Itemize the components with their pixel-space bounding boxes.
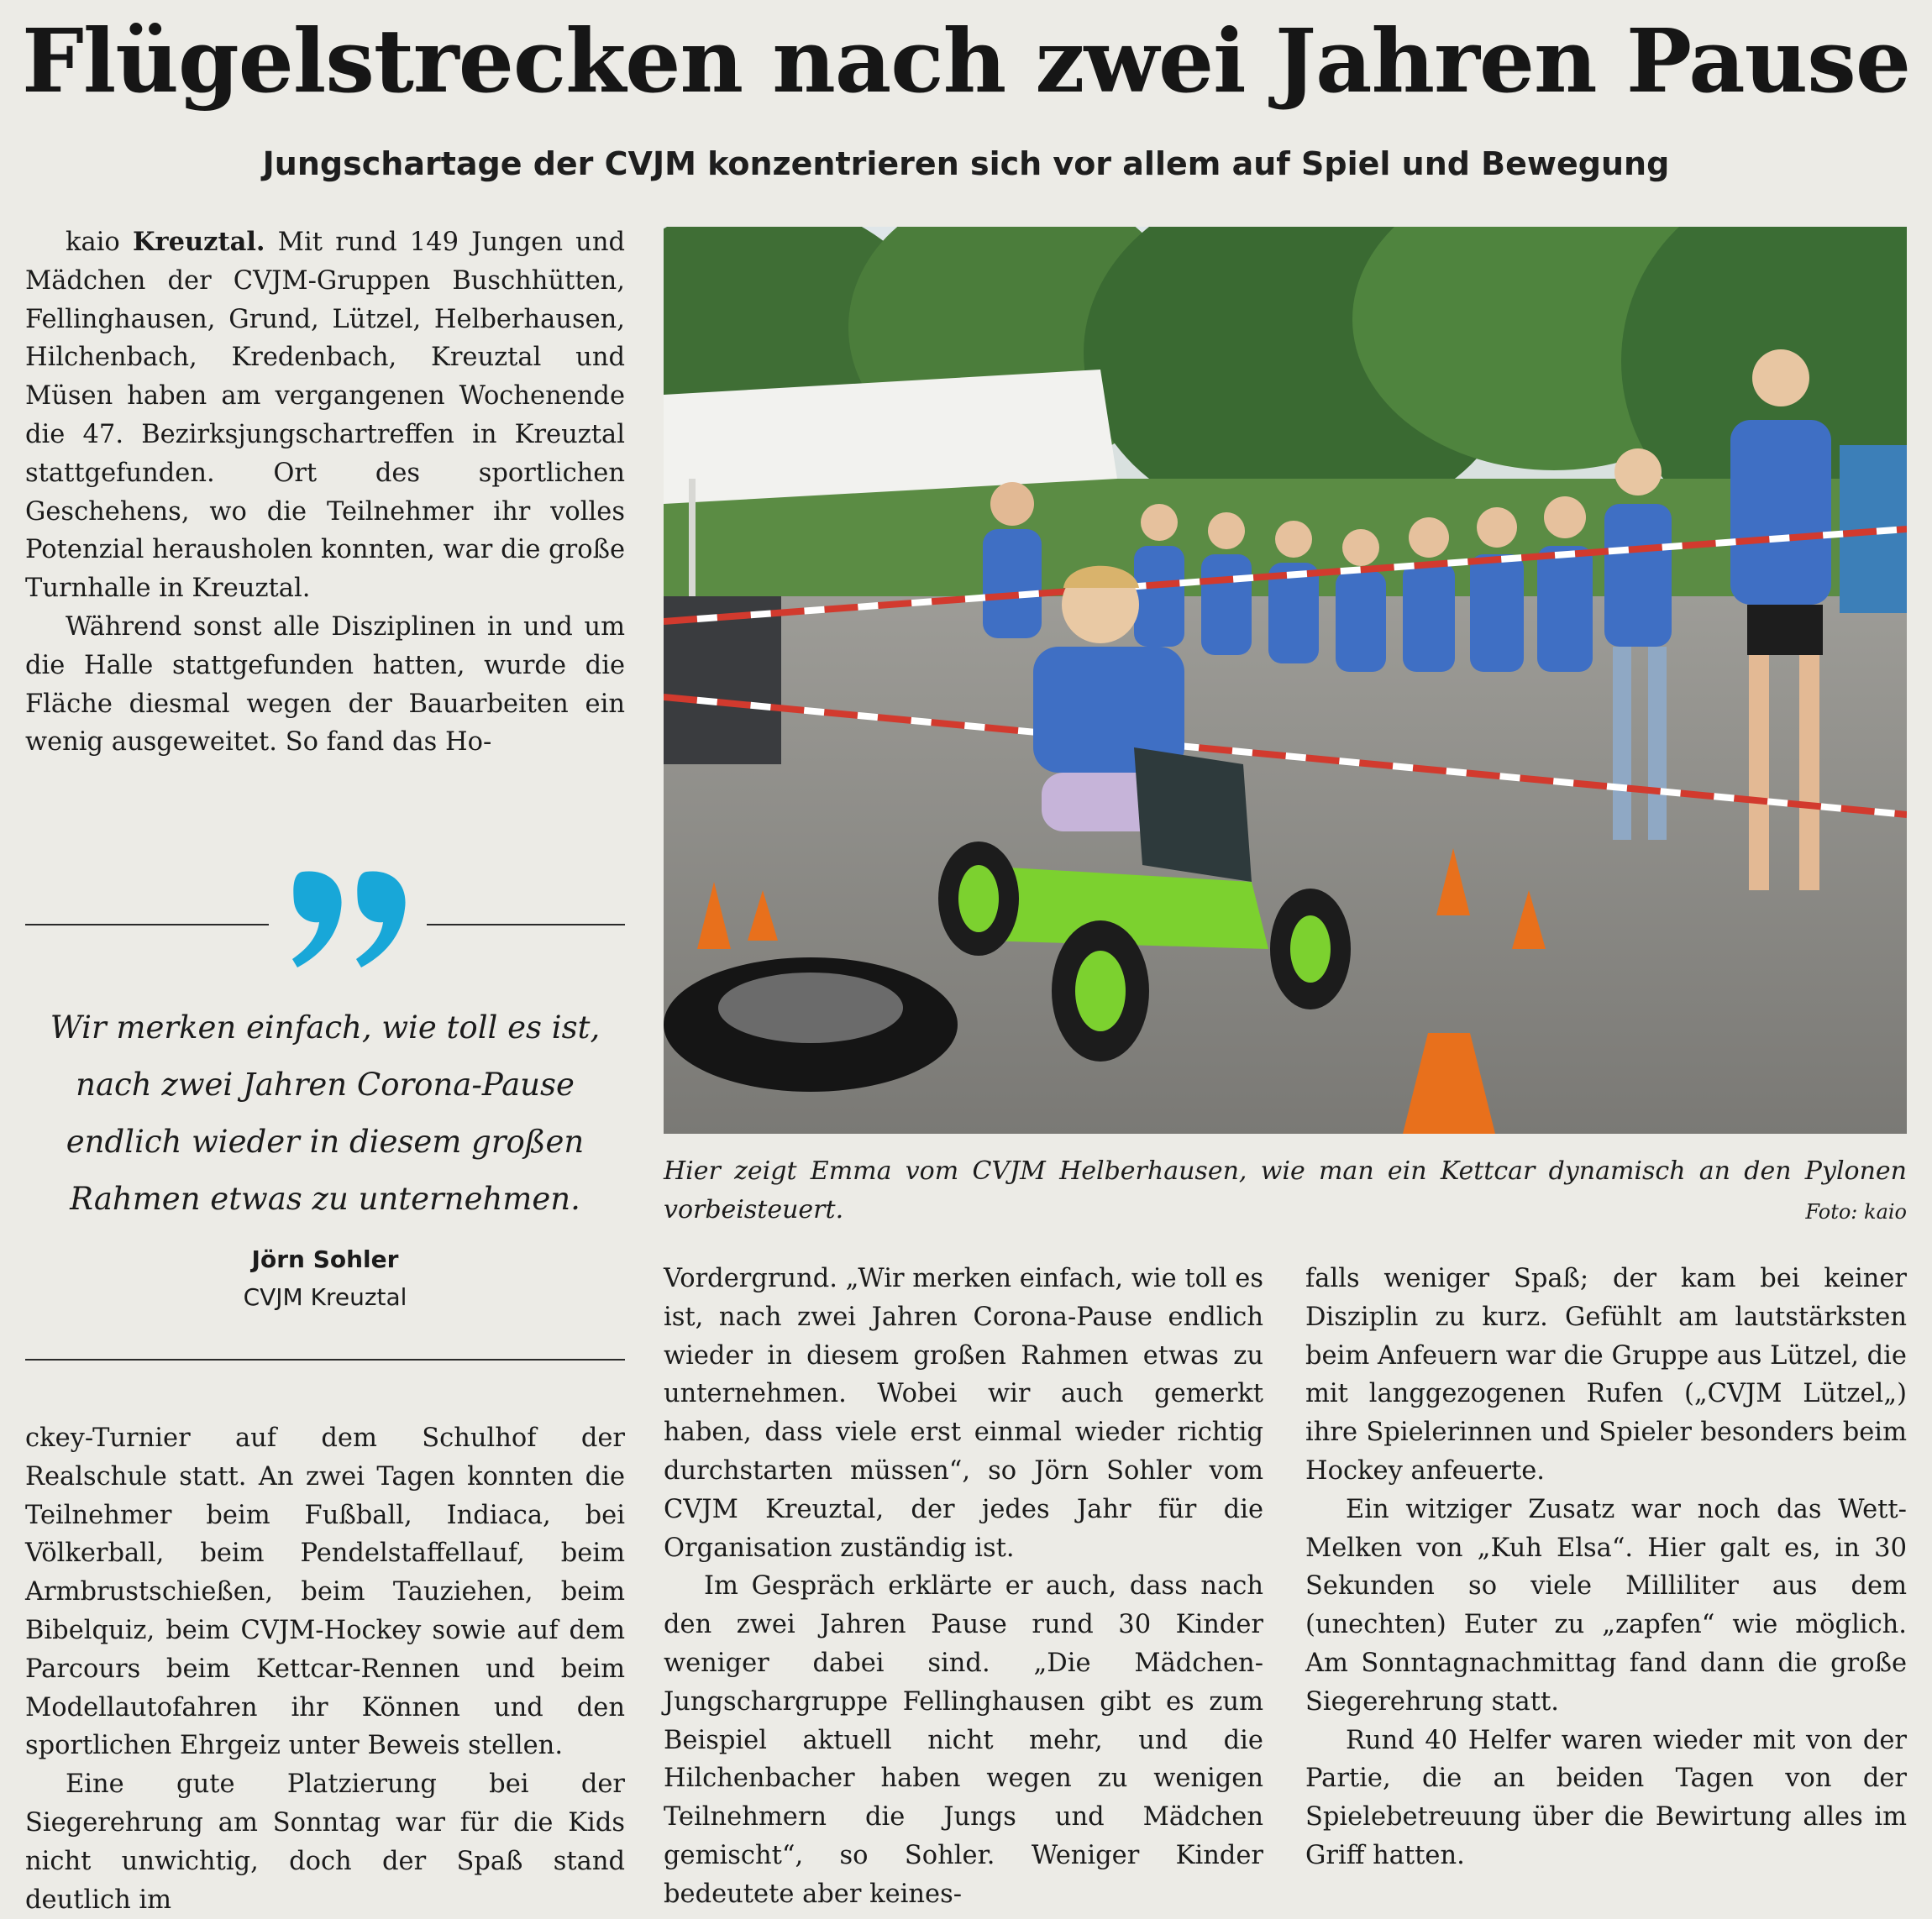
paragraph: falls weniger Spaß; der kam bei keiner Disziplin zu kurz. Gefühlt am lautstärksten beim Anfeuern war die Gruppe aus Lützel, die mit langgezogenen Rufen („CVJM Lützel„) ihre Spielerinnen und Spieler besonders beim Hockey anfeuerte. [1305, 1264, 1907, 1486]
dateline [66, 228, 265, 257]
quote-text: Wir merken einfach, wie toll es ist, nach zwei Jahren Corona-Pause endlich wieder in diesem großen Rahmen etwas zu unternehmen. [50, 1009, 601, 1217]
subheadline: Jungschartage der CVJM konzentrieren sich vor allem auf Spiel und Bewegung [262, 145, 1670, 182]
kettcar-race-scene [664, 227, 1907, 1134]
article-column-1-top [25, 223, 625, 762]
paragraph: ckey-Turnier auf dem Schulhof der Realschule statt. An zwei Tagen konnten die Teilnehmer beim Fußball, Indiaca, bei Völkerball, beim Pendelstaffellauf, beim Armbrustschießen, beim Tauziehen, beim Bibelquiz, beim CVJM-Hockey sowie auf dem Parcours beim Kettcar-Rennen und beim Modellautofahren ihr Können und den sportlichen Ehrgeiz unter Beweis stellen. [25, 1424, 625, 1761]
paragraph: Im Gespräch erklärte er auch, dass nach den zwei Jahren Pause rund 30 Kinder weniger dabei sind. „Die Mädchen-Jungschargruppe Fellinghausen gibt es zum Beispiel aktuell nicht mehr, und die Hilchenbacher haben wegen zu wenigen Teilnehmern die Jungs und Mädchen gemischt“, so Sohler. Weniger Kinder bedeutete aber keines- [664, 1571, 1263, 1909]
headline: Flügelstrecken nach zwei Jahren Pause [21, 9, 1910, 113]
paragraph: Rund 40 Helfer waren wieder mit von der Partie, die an beiden Tagen von der Spielebetreuung über die Bewirtung alles im Griff hatten. [1305, 1725, 1907, 1870]
dateline-place: Kreuztal. [133, 227, 265, 257]
quote-author: Jörn Sohler [251, 1245, 399, 1273]
dateline-author: kaio [66, 228, 133, 257]
quote-divider-bottom [25, 1359, 625, 1361]
photo-caption: Hier zeigt Emma vom CVJM Helberhausen, wie man ein Kettcar dynamisch an den Pylonen vorbeisteuert. [664, 1156, 1907, 1224]
quote-mark-icon [286, 865, 412, 974]
lead-paragraph [25, 223, 625, 608]
paragraph: Eine gute Platzierung bei der Siegerehrung am Sonntag war für die Kids nicht unwichtig, doch der Spaß stand deutlich im [25, 1770, 625, 1915]
article-column-2 [664, 1260, 1263, 1914]
article-column-1-bottom [25, 1419, 625, 1919]
quote-divider-right [427, 924, 625, 925]
photo-credit: Foto: kaio [1805, 1200, 1907, 1224]
pull-quote [25, 865, 625, 1361]
article-photo [664, 227, 1907, 1134]
paragraph: Ein witziger Zusatz war noch das Wett-Melken von „Kuh Elsa“. Hier galt es, in 30 Sekunden so viele Milliliter aus dem (unechten) Euter zu „zapfen“ wie möglich. Am Sonntagnachmittag fand dann die große Siegerehrung statt. [1305, 1494, 1907, 1717]
paragraph: Vordergrund. „Wir merken einfach, wie toll es ist, nach zwei Jahren Corona-Pause endlich wieder in diesem großen Rahmen etwas zu unternehmen. Wobei wir auch gemerkt haben, dass viele erst einmal wieder richtig durchstarten müssen“, so Jörn Sohler vom CVJM Kreuztal, der jedes Jahr für die Organisation zuständig ist. [664, 1264, 1263, 1563]
quote-organization: CVJM Kreuztal [243, 1283, 407, 1311]
article-column-3 [1305, 1260, 1907, 1875]
paragraph: Während sonst alle Disziplinen in und um die Halle stattgefunden hatten, wurde die Fläche diesmal wegen der Bauarbeiten ein wenig ausgeweitet. So fand das Ho- [25, 611, 625, 758]
quote-divider-left [25, 924, 269, 925]
lead-paragraph-text: Mit rund 149 Jungen und Mädchen der CVJM-Gruppen Buschhütten, Fellinghausen, Grund, Lützel, Helberhausen, Hilchenbach, Kredenbach, Kreuztal und Müsen haben am vergangenen Wochenende die 47. Bezirksjungschartreffen in Kreuztal stattgefunden. Ort des sportlichen Geschehens, wo die Teilnehmer ihr volles Potenzial herausholen konnten, war die große Turnhalle in Kreuztal. [25, 228, 625, 604]
